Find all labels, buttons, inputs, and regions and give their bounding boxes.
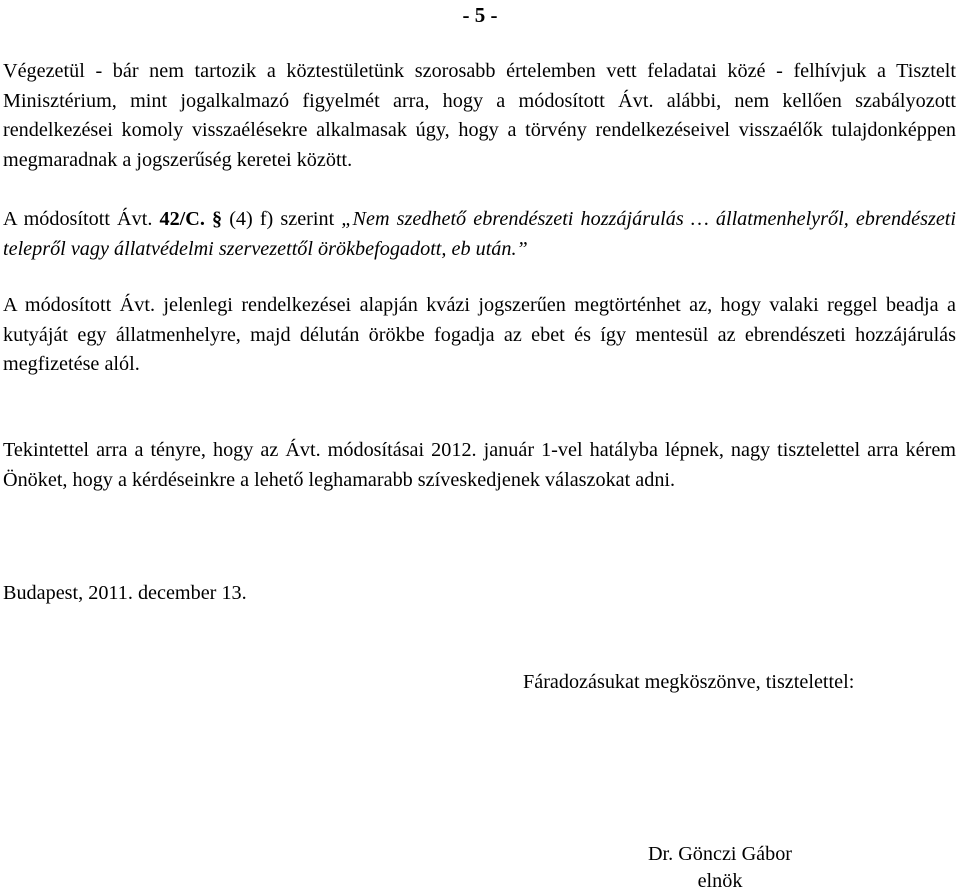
citation-middle: (4) f) szerint (229, 208, 342, 230)
date-line: Budapest, 2011. december 13. (3, 582, 247, 604)
closing-line: Fáradozásukat megköszönve, tisztelettel: (523, 671, 855, 693)
citation-section: 42/C. (159, 208, 205, 230)
citation-prefix: A módosított Ávt. (3, 208, 160, 230)
paragraph-abuse-example: A módosított Ávt. jelenlegi rendelkezései alapján kvázi jogszerűen megtörténhet az, hogy valaki reggel beadja a kutyáját egy állatmenhelyre, majd délután örökbe fogadja az ebet és így mentesül az ebrendészeti hozzájárulás megfizetése alól. (3, 294, 956, 375)
signatory-name: Dr. Gönczi Gábor (647, 843, 793, 865)
signature-block (620, 841, 820, 895)
paragraph-law-citation (3, 205, 956, 264)
citation-quote: „Nem szedhető ebrendészeti hozzájárulás … állatmenhelyről, ebrendészeti telepről vagy állatvédelmi szervezettől örökbefogadott, eb után.” (3, 208, 956, 260)
signatory-title: elnök (697, 870, 743, 892)
paragraph-request: Tekintettel arra a tényre, hogy az Ávt. módosításai 2012. január 1-vel hatályba lépnek, nagy tisztelettel arra kérem Önöket, hogy a kérdéseinkre a lehető leghamarabb szíveskedjenek válaszokat adni. (3, 439, 956, 491)
paragraph-intro: Végezetül - bár nem tartozik a köztestületünk szorosabb értelemben vett feladatai közé - felhívjuk a Tisztelt Minisztérium, mint jogalkalmazó figyelmét arra, hogy a módosított Ávt. alábbi, nem kellően szabályozott rendelkezései komoly visszaélésekre alkalmasak úgy, hogy a törvény rendelkezéseivel visszaélők tulajdonképpen megmaradnak a jogszerűség keretei között. (3, 60, 956, 171)
section-sign: § (204, 208, 230, 230)
page-number: - 5 - (462, 3, 498, 27)
